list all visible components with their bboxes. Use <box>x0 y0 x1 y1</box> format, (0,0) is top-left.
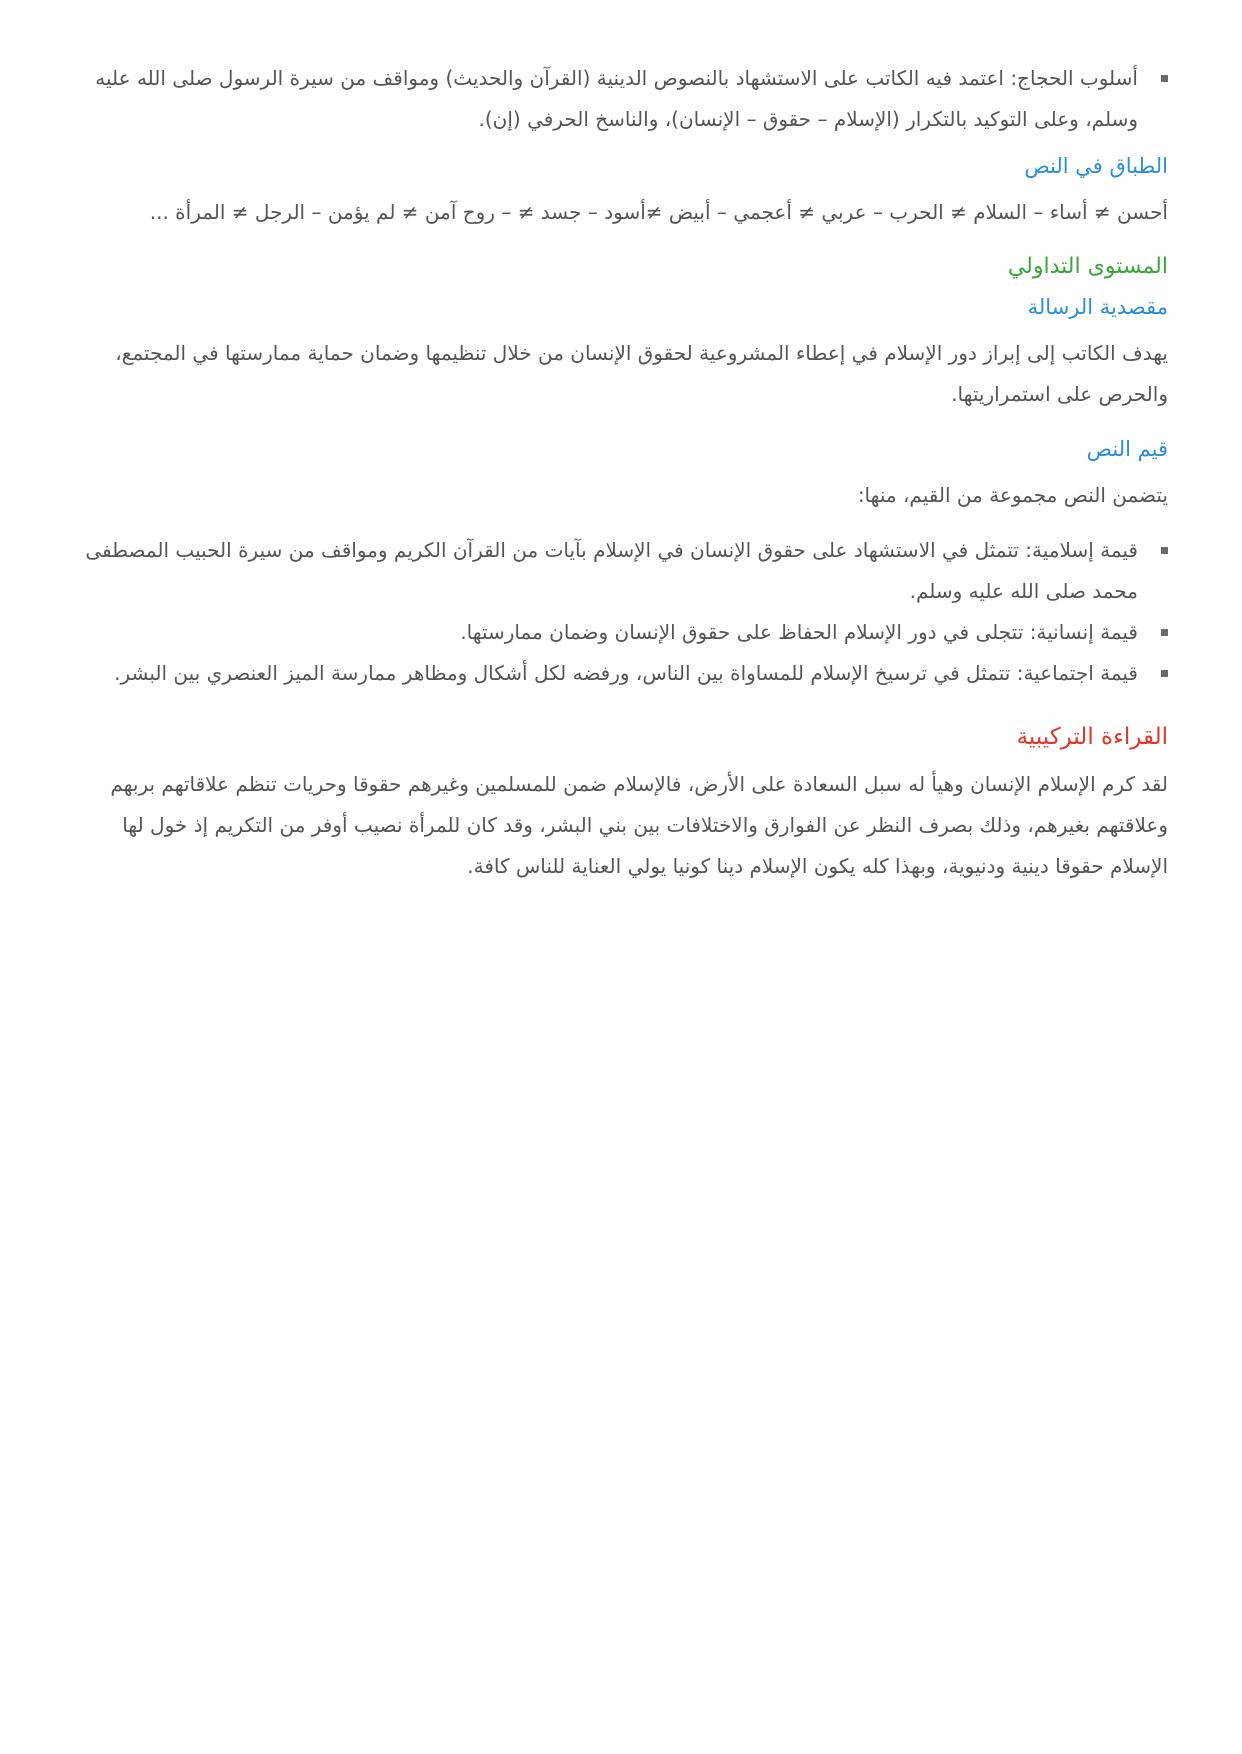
antithesis-text: أحسن ≠ أساء – السلام ≠ الحرب – عربي ≠ أعجمي – أبيض ≠أسود – جسد ≠ – روح آمن ≠ لم يؤمن – الرجل ≠ المرأة ... <box>149 200 1168 224</box>
message-purpose-heading: مقصدية الرسالة <box>1027 295 1168 319</box>
pragmatic-level-heading: المستوى التداولي <box>1007 254 1168 279</box>
social-value-text: قيمة اجتماعية: تتمثل في ترسيخ الإسلام للمساواة بين الناس، ورفضه لكل أشكال ومظاهر ممارسة الميز العنصري بين البشر. <box>114 661 1138 685</box>
square-bullet-icon <box>1161 670 1168 677</box>
list-item <box>74 612 1138 653</box>
list-item <box>74 58 1138 140</box>
text-values-heading: قيم النص <box>1086 437 1168 461</box>
argument-style-text: أسلوب الحجاج: اعتمد فيه الكاتب على الاستشهاد بالنصوص الدينية (القرآن والحديث) ومواقف من سيرة الرسول صلى الله عليه وسلم، وعلى التوكيد بالتكرار (الإسلام – حقوق – الإنسان)، والناسخ الحرفي (إن). <box>95 66 1138 131</box>
text-values-list <box>74 530 1168 694</box>
argument-style-list <box>74 58 1168 140</box>
human-value-text: قيمة إنسانية: تتجلى في دور الإسلام الحفاظ على حقوق الإنسان وضمان ممارستها. <box>460 620 1138 644</box>
synthetic-reading-heading: القراءة التركيبية <box>1016 724 1168 750</box>
antithesis-heading: الطباق في النص <box>1024 154 1168 178</box>
islamic-value-text: قيمة إسلامية: تتمثل في الاستشهاد على حقوق الإنسان في الإسلام بآيات من القرآن الكريم ومواقف من سيرة الحبيب المصطفى محمد صلى الله عليه وسلم. <box>85 538 1138 603</box>
square-bullet-icon <box>1161 75 1168 82</box>
square-bullet-icon <box>1161 547 1168 554</box>
message-purpose-text: يهدف الكاتب إلى إبراز دور الإسلام في إعطاء المشروعية لحقوق الإنسان من خلال تنظيمها وضمان حماية ممارستها في المجتمع، والحرص على استمراريتها. <box>115 341 1168 406</box>
synthetic-reading-text: لقد كرم الإسلام الإنسان وهيأ له سبل السعادة على الأرض، فالإسلام ضمن للمسلمين وغيرهم حقوقا وحريات تنظم علاقاتهم بربهم وعلاقتهم بغيرهم، وذلك بصرف النظر عن الفوارق والاختلافات بين بني البشر، وقد كان للمرأة نصيب أوفر من التكريم إذ خول لها الإسلام حقوقا دينية ودنيوية، وبهذا كله يكون الإسلام دينا كونيا يولي العناية للناس كافة. <box>110 772 1168 878</box>
square-bullet-icon <box>1161 629 1168 636</box>
list-item <box>74 530 1138 612</box>
list-item <box>74 653 1138 694</box>
text-values-intro: يتضمن النص مجموعة من القيم، منها: <box>857 483 1168 507</box>
